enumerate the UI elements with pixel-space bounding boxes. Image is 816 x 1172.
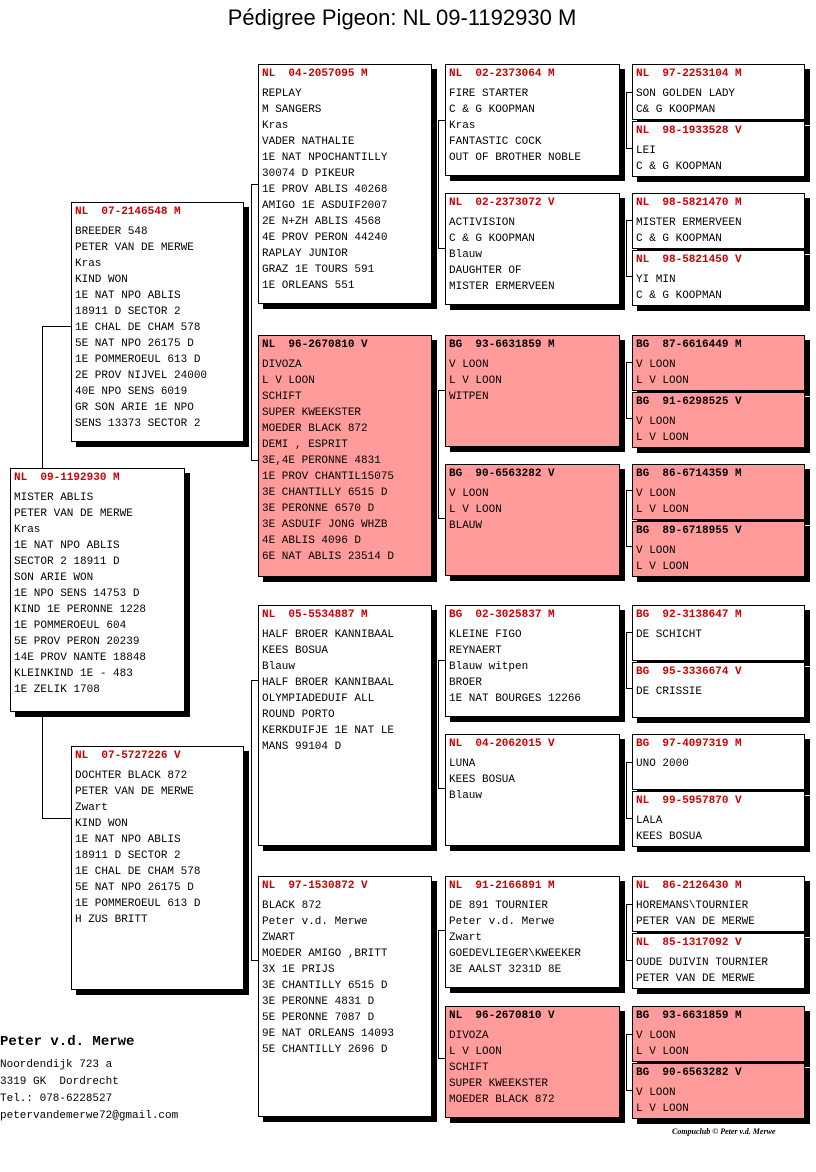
- pigeon-info-line: 4E ABLIS 4096 D: [262, 535, 362, 547]
- pigeon-info-line: LUNA: [449, 758, 476, 770]
- owner-name: Peter v.d. Merwe: [0, 1034, 135, 1050]
- pigeon-info-line: L V LOON: [449, 504, 502, 516]
- owner-block: [0, 1034, 240, 1125]
- connector-line: [438, 660, 445, 661]
- pigeon-info-line: RAPLAY JUNIOR: [262, 248, 348, 260]
- pigeon-info-line: V LOON: [636, 1087, 676, 1099]
- pigeon-card-fm-father[interactable]: [445, 335, 620, 447]
- pigeon-info-line: DE SCHICHT: [636, 629, 703, 641]
- pigeon-card-mother-father[interactable]: [258, 605, 432, 846]
- pigeon-info-line: DE 891 TOURNIER: [449, 900, 549, 912]
- connector-line: [438, 248, 445, 249]
- ring-number: NL 09-1192930 M: [14, 472, 120, 484]
- connector-line: [438, 788, 445, 789]
- pigeon-card-mother-mother[interactable]: [258, 876, 432, 1117]
- pigeon-info-line: OLYMPIADEDUIF ALL: [262, 693, 375, 705]
- pigeon-info: [259, 357, 431, 565]
- pigeon-info-line: BLAUW: [449, 520, 483, 532]
- pigeon-info-line: DIVOZA: [449, 1030, 489, 1042]
- pigeon-info-line: DIVOZA: [262, 359, 302, 371]
- pigeon-card-mf-mother[interactable]: [445, 734, 620, 846]
- pigeon-info: [446, 627, 619, 707]
- pigeon-info-line: MISTER ABLIS: [14, 492, 94, 504]
- pigeon-info-line: DOCHTER BLACK 872: [75, 770, 188, 782]
- pigeon-card-mm-mother[interactable]: [445, 1006, 620, 1118]
- pigeon-card-father-mother[interactable]: [258, 335, 432, 577]
- pigeon-card-gen4-12[interactable]: [632, 791, 805, 847]
- pigeon-info-line: 1E ORLEANS 551: [262, 280, 355, 292]
- pigeon-card-ff-father[interactable]: [445, 64, 620, 176]
- pigeon-info-line: SUPER KWEEKSTER: [449, 1078, 549, 1090]
- pigeon-info-line: GOEDEVLIEGER\KWEEKER: [449, 948, 582, 960]
- connector-line: [626, 904, 627, 960]
- connector-line: [42, 326, 71, 327]
- pigeon-info-line: 18911 D SECTOR 2: [75, 850, 181, 862]
- owner-email[interactable]: petervandemerwe72@gmail.com: [0, 1110, 179, 1122]
- ring-number: NL 99-5957870 V: [636, 795, 742, 807]
- connector-line: [251, 960, 258, 961]
- connector-line: [251, 460, 258, 461]
- pigeon-info-line: BREEDER 548: [75, 226, 148, 238]
- pigeon-info-line: PETER VAN DE MERWE: [75, 786, 194, 798]
- ring-number: NL 02-2373064 M: [449, 68, 555, 80]
- pigeon-info-line: KEES BOSUA: [262, 645, 329, 657]
- pigeon-info-line: HALF BROER KANNIBAAL: [262, 629, 395, 641]
- ring-number: BG 86-6714359 M: [636, 468, 742, 480]
- pigeon-info-line: MISTER ERMERVEEN: [636, 217, 742, 229]
- pigeon-info-line: Zwart: [449, 932, 483, 944]
- ring-number: BG 91-6298525 V: [636, 396, 742, 408]
- pigeon-info: [633, 272, 804, 304]
- connector-line: [626, 362, 627, 418]
- pigeon-info-line: L V LOON: [636, 561, 689, 573]
- pigeon-info-line: FIRE STARTER: [449, 88, 529, 100]
- pigeon-card-fm-mother[interactable]: [445, 464, 620, 576]
- pigeon-info-line: 3E ASDUIF JONG WHZB: [262, 519, 388, 531]
- pigeon-info-line: H ZUS BRITT: [75, 914, 148, 926]
- pigeon-info-line: 5E PERONNE 7087 D: [262, 1012, 375, 1024]
- pigeon-info-line: Kras: [262, 120, 289, 132]
- pigeon-info-line: 1E PROV ABLIS 40268: [262, 184, 388, 196]
- ring-number: NL 98-1933528 V: [636, 125, 742, 137]
- pigeon-info-line: Zwart: [75, 802, 109, 814]
- connector-line: [626, 490, 627, 546]
- ring-number: NL 96-2670810 V: [449, 1010, 555, 1022]
- pigeon-info-line: PETER VAN DE MERWE: [75, 242, 194, 254]
- ring-number: NL 05-5534887 M: [262, 609, 368, 621]
- ring-number: BG 92-3138647 M: [636, 609, 742, 621]
- pigeon-card-mother[interactable]: [71, 746, 244, 990]
- ring-number: NL 97-2253104 M: [636, 68, 742, 80]
- pigeon-info-line: REYNAERT: [449, 645, 502, 657]
- connector-line: [42, 818, 71, 819]
- pigeon-info: [446, 215, 619, 295]
- connector-line: [438, 930, 439, 1058]
- pigeon-info-line: REPLAY: [262, 88, 302, 100]
- pigeon-info-line: 1E NAT NPOCHANTILLY: [262, 152, 388, 164]
- pigeon-info-line: Blauw: [449, 249, 483, 261]
- connector-line: [251, 184, 252, 460]
- pigeon-info-line: L V LOON: [449, 375, 502, 387]
- pigeon-info-line: 1E NAT BOURGES 12266: [449, 693, 582, 705]
- pigeon-info-line: GR SON ARIE 1E NPO: [75, 402, 194, 414]
- pigeon-info-line: Blauw: [449, 790, 483, 802]
- connector-line: [438, 390, 445, 391]
- pigeon-info-line: 30074 D PIKEUR: [262, 168, 355, 180]
- ring-number: BG 90-6563282 V: [449, 468, 555, 480]
- pigeon-info-line: Peter v.d. Merwe: [449, 916, 555, 928]
- pigeon-info: [259, 86, 431, 294]
- connector-line: [251, 680, 258, 681]
- pigeon-info-line: GRAZ 1E TOURS 591: [262, 264, 375, 276]
- owner-address: Noordendijk 723 a: [0, 1059, 113, 1071]
- pigeon-info-line: KIND WON: [75, 274, 128, 286]
- ring-number: NL 04-2057095 M: [262, 68, 368, 80]
- connector-line: [438, 390, 439, 518]
- pigeon-info-line: V LOON: [636, 545, 676, 557]
- owner-city: 3319 GK Dordrecht: [0, 1076, 119, 1088]
- pigeon-card-gen4-10[interactable]: [632, 662, 805, 718]
- pigeon-info-line: 6E NAT ABLIS 23514 D: [262, 551, 395, 563]
- pigeon-info-line: Kras: [75, 258, 102, 270]
- connector-line: [626, 632, 627, 688]
- pigeon-info-line: SON ARIE WON: [14, 572, 94, 584]
- pigeon-info-line: L V LOON: [449, 1046, 502, 1058]
- connector-line: [42, 326, 43, 468]
- ring-number: BG 89-6718955 V: [636, 525, 742, 537]
- pigeon-info-line: 5E NAT NPO 26175 D: [75, 882, 194, 894]
- ring-number: NL 96-2670810 V: [262, 339, 368, 351]
- pigeon-info-line: SECTOR 2 18911 D: [14, 556, 120, 568]
- pigeon-info-line: L V LOON: [636, 375, 689, 387]
- ring-number: NL 91-2166891 M: [449, 880, 555, 892]
- pigeon-info-line: PETER VAN DE MERWE: [14, 508, 133, 520]
- ring-number: NL 02-2373072 V: [449, 197, 555, 209]
- pigeon-info-line: OUDE DUIVIN TOURNIER: [636, 957, 769, 969]
- pigeon-info-line: AMIGO 1E ASDUIF2007: [262, 200, 388, 212]
- pigeon-card-gen4-2[interactable]: [632, 121, 805, 177]
- pigeon-info-line: MOEDER BLACK 872: [449, 1094, 555, 1106]
- pigeon-info-line: 9E NAT ORLEANS 14093: [262, 1028, 395, 1040]
- pigeon-info-line: 3E AALST 3231D 8E: [449, 964, 562, 976]
- pigeon-info-line: Kras: [14, 524, 41, 536]
- pigeon-info-line: KIND WON: [75, 818, 128, 830]
- pigeon-info-line: LALA: [636, 815, 663, 827]
- ring-number: NL 85-1317092 V: [636, 937, 742, 949]
- ring-number: BG 93-6631859 M: [636, 1010, 742, 1022]
- pigeon-card-gen4-1[interactable]: [632, 64, 805, 120]
- pigeon-card-gen4-13[interactable]: [632, 876, 805, 932]
- pigeon-info-line: SENS 13373 SECTOR 2: [75, 418, 201, 430]
- pigeon-info: [633, 143, 804, 175]
- ring-number: NL 97-1530872 V: [262, 880, 368, 892]
- pigeon-info-line: FANTASTIC COCK: [449, 136, 542, 148]
- pigeon-info-line: KEES BOSUA: [636, 831, 703, 843]
- pigeon-info: [633, 486, 804, 518]
- pigeon-info-line: V LOON: [636, 1030, 676, 1042]
- pigeon-info-line: UNO 2000: [636, 758, 689, 770]
- pigeon-info: [633, 1085, 804, 1117]
- pigeon-info-line: SON GOLDEN LADY: [636, 88, 736, 100]
- pigeon-info-line: 1E NPO SENS 14753 D: [14, 588, 140, 600]
- pigeon-info-line: BLACK 872: [262, 900, 322, 912]
- pigeon-info-line: OUT OF BROTHER NOBLE: [449, 152, 582, 164]
- pigeon-info: [633, 86, 804, 118]
- ring-number: NL 86-2126430 M: [636, 880, 742, 892]
- pigeon-info-line: DEMI , ESPRIT: [262, 439, 348, 451]
- pigeon-info-line: WITPEN: [449, 391, 489, 403]
- pigeon-info: [633, 215, 804, 247]
- pigeon-card-gen4-6[interactable]: [632, 392, 805, 448]
- pigeon-card-gen4-8[interactable]: [632, 521, 805, 577]
- pigeon-info-line: C & G KOOPMAN: [636, 233, 722, 245]
- pigeon-info-line: 3X 1E PRIJS: [262, 964, 335, 976]
- pigeon-info: [72, 224, 243, 432]
- pigeon-info-line: PETER VAN DE MERWE: [636, 916, 755, 928]
- ring-number: NL 07-2146548 M: [75, 206, 181, 218]
- pigeon-info-line: 40E NPO SENS 6019: [75, 386, 188, 398]
- pigeon-info-line: LEI: [636, 145, 656, 157]
- pigeon-card-mf-father[interactable]: [445, 605, 620, 717]
- pigeon-info-line: KERKDUIFJE 1E NAT LE: [262, 725, 395, 737]
- pigeon-info-line: 1E NAT NPO ABLIS: [75, 834, 181, 846]
- pigeon-info-line: 2E N+ZH ABLIS 4568: [262, 216, 381, 228]
- pigeon-info: [446, 1028, 619, 1108]
- connector-line: [438, 120, 445, 121]
- pigeon-info-line: ACTIVISION: [449, 217, 516, 229]
- connector-line: [626, 220, 627, 276]
- pigeon-info-line: MISTER ERMERVEEN: [449, 281, 555, 293]
- pigeon-info-line: V LOON: [636, 359, 676, 371]
- pigeon-info: [633, 627, 804, 643]
- pigeon-info-line: C & G KOOPMAN: [449, 233, 535, 245]
- pigeon-info-line: VADER NATHALIE: [262, 136, 355, 148]
- pigeon-info-line: ZWART: [262, 932, 296, 944]
- connector-line: [42, 712, 43, 818]
- pigeon-info: [633, 414, 804, 446]
- pigeon-info-line: Kras: [449, 120, 476, 132]
- pigeon-card-ff-mother[interactable]: [445, 193, 620, 305]
- connector-line: [251, 680, 252, 960]
- pigeon-info-line: 4E PROV PERON 44240: [262, 232, 388, 244]
- pigeon-info: [633, 357, 804, 389]
- connector-line: [626, 1034, 627, 1090]
- pigeon-info-line: M SANGERS: [262, 104, 322, 116]
- ring-number: BG 93-6631859 M: [449, 339, 555, 351]
- pigeon-info-line: 3E CHANTILLY 6515 D: [262, 487, 388, 499]
- pigeon-info-line: YI MIN: [636, 274, 676, 286]
- connector-line: [438, 1058, 445, 1059]
- pigeon-info-line: 1E POMMEROEUL 613 D: [75, 354, 201, 366]
- ring-number: BG 87-6616449 M: [636, 339, 742, 351]
- pigeon-info-line: L V LOON: [636, 432, 689, 444]
- pigeon-info-line: 1E CHAL DE CHAM 578: [75, 866, 201, 878]
- footer-credit: Compuclub © Peter v.d. Merwe: [672, 1127, 776, 1136]
- pigeon-info-line: KLEINE FIGO: [449, 629, 522, 641]
- pigeon-info: [446, 756, 619, 804]
- pigeon-card-gen4-14[interactable]: [632, 933, 805, 989]
- pigeon-info-line: 14E PROV NANTE 18848: [14, 652, 147, 664]
- pigeon-info-line: C & G KOOPMAN: [636, 161, 722, 173]
- pigeon-info-line: C & G KOOPMAN: [636, 290, 722, 302]
- ring-number: BG 95-3336674 V: [636, 666, 742, 678]
- pigeon-info: [633, 898, 804, 930]
- pigeon-info: [633, 756, 804, 772]
- pigeon-card-gen4-15[interactable]: [632, 1006, 805, 1062]
- pigeon-info-line: PETER VAN DE MERWE: [636, 973, 755, 985]
- pigeon-info-line: Blauw: [262, 661, 296, 673]
- connector-line: [626, 92, 627, 148]
- pigeon-info-line: ROUND PORTO: [262, 709, 335, 721]
- pigeon-info-line: SCHIFT: [262, 391, 302, 403]
- pigeon-info: [633, 813, 804, 845]
- pigeon-info-line: 2E PROV NIJVEL 24000: [75, 370, 208, 382]
- connector-line: [438, 930, 445, 931]
- ring-number: BG 97-4097319 M: [636, 738, 742, 750]
- ring-number: NL 04-2062015 V: [449, 738, 555, 750]
- pigeon-info-line: 3E CHANTILLY 6515 D: [262, 980, 388, 992]
- ring-number: BG 90-6563282 V: [636, 1067, 742, 1079]
- pigeon-info-line: DE CRISSIE: [636, 686, 703, 698]
- pigeon-info-line: V LOON: [449, 488, 489, 500]
- pigeon-info-line: 5E NAT NPO 26175 D: [75, 338, 194, 350]
- pigeon-card-gen4-5[interactable]: [632, 335, 805, 391]
- pigeon-info: [633, 684, 804, 700]
- connector-line: [438, 120, 439, 248]
- pigeon-info-line: Blauw witpen: [449, 661, 529, 673]
- pigeon-info-line: 1E POMMEROEUL 604: [14, 620, 127, 632]
- pigeon-info-line: KIND 1E PERONNE 1228: [14, 604, 147, 616]
- pigeon-info-line: 1E ZELIK 1708: [14, 684, 100, 696]
- connector-line: [438, 518, 445, 519]
- pigeon-card-father[interactable]: [71, 202, 244, 442]
- pigeon-info: [446, 898, 619, 978]
- pigeon-info: [633, 543, 804, 575]
- pigeon-info-line: SUPER KWEEKSTER: [262, 407, 362, 419]
- pigeon-info-line: SCHIFT: [449, 1062, 489, 1074]
- pigeon-info-line: HOREMANS\TOURNIER: [636, 900, 749, 912]
- pigeon-card-mm-father[interactable]: [445, 876, 620, 988]
- owner-phone: Tel.: 078-6228527: [0, 1093, 113, 1105]
- pigeon-info-line: V LOON: [449, 359, 489, 371]
- connector-line: [251, 184, 258, 185]
- pigeon-info-line: DAUGHTER OF: [449, 265, 522, 277]
- ring-number: NL 07-5727226 V: [75, 750, 181, 762]
- pigeon-info-line: 5E CHANTILLY 2696 D: [262, 1044, 388, 1056]
- pigeon-info-line: 3E,4E PERONNE 4831: [262, 455, 381, 467]
- pigeon-info-line: MOEDER AMIGO ,BRITT: [262, 948, 388, 960]
- pigeon-info-line: HALF BROER KANNIBAAL: [262, 677, 395, 689]
- pigeon-info-line: V LOON: [636, 416, 676, 428]
- pigeon-info: [446, 86, 619, 166]
- pigeon-info-line: BROER: [449, 677, 483, 689]
- pigeon-info-line: Peter v.d. Merwe: [262, 916, 368, 928]
- pigeon-info: [633, 1028, 804, 1060]
- pigeon-info: [11, 490, 184, 698]
- pigeon-info-line: L V LOON: [636, 1046, 689, 1058]
- pigeon-info-line: 5E PROV PERON 20239: [14, 636, 140, 648]
- pigeon-info: [259, 627, 431, 755]
- pigeon-info: [72, 768, 243, 928]
- pigeon-info-line: C & G KOOPMAN: [449, 104, 535, 116]
- pigeon-info-line: 3E PERONNE 6570 D: [262, 503, 375, 515]
- pigeon-info-line: 1E PROV CHANTIL15075: [262, 471, 395, 483]
- pigeon-info-line: MOEDER BLACK 872: [262, 423, 368, 435]
- ring-number: NL 98-5821450 V: [636, 254, 742, 266]
- pigeon-card-gen4-7[interactable]: [632, 464, 805, 520]
- pigeon-info-line: 1E POMMEROEUL 613 D: [75, 898, 201, 910]
- pigeon-info-line: KLEINKIND 1E - 483: [14, 668, 133, 680]
- pigeon-card-subject[interactable]: [10, 468, 185, 712]
- pigeon-info-line: MANS 99104 D: [262, 741, 342, 753]
- pigeon-info: [259, 898, 431, 1058]
- pigeon-info-line: L V LOON: [636, 504, 689, 516]
- pigeon-info-line: L V LOON: [262, 375, 315, 387]
- ring-number: BG 02-3025837 M: [449, 609, 555, 621]
- pigeon-card-gen4-11[interactable]: [632, 734, 805, 790]
- pigeon-info-line: 1E NAT NPO ABLIS: [75, 290, 181, 302]
- ring-number: NL 98-5821470 M: [636, 197, 742, 209]
- pigeon-info: [446, 486, 619, 534]
- pigeon-card-gen4-4[interactable]: [632, 250, 805, 306]
- pigeon-info-line: 18911 D SECTOR 2: [75, 306, 181, 318]
- pigeon-info: [446, 357, 619, 405]
- pigeon-info-line: V LOON: [636, 488, 676, 500]
- pigeon-info-line: 3E PERONNE 4831 D: [262, 996, 375, 1008]
- pigeon-card-father-father[interactable]: [258, 64, 432, 304]
- connector-line: [626, 762, 627, 818]
- pigeon-card-gen4-9[interactable]: [632, 605, 805, 661]
- pigeon-card-gen4-16[interactable]: [632, 1063, 805, 1119]
- pigeon-info-line: C& G KOOPMAN: [636, 104, 716, 116]
- pigeon-card-gen4-3[interactable]: [632, 193, 805, 249]
- pigeon-info-line: 1E NAT NPO ABLIS: [14, 540, 120, 552]
- page-title: Pédigree Pigeon: NL 09-1192930 M: [227, 5, 577, 30]
- pigeon-info-line: KEES BOSUA: [449, 774, 516, 786]
- connector-line: [438, 660, 439, 788]
- pigeon-info-line: 1E CHAL DE CHAM 578: [75, 322, 201, 334]
- pigeon-info-line: L V LOON: [636, 1103, 689, 1115]
- pigeon-info: [633, 955, 804, 987]
